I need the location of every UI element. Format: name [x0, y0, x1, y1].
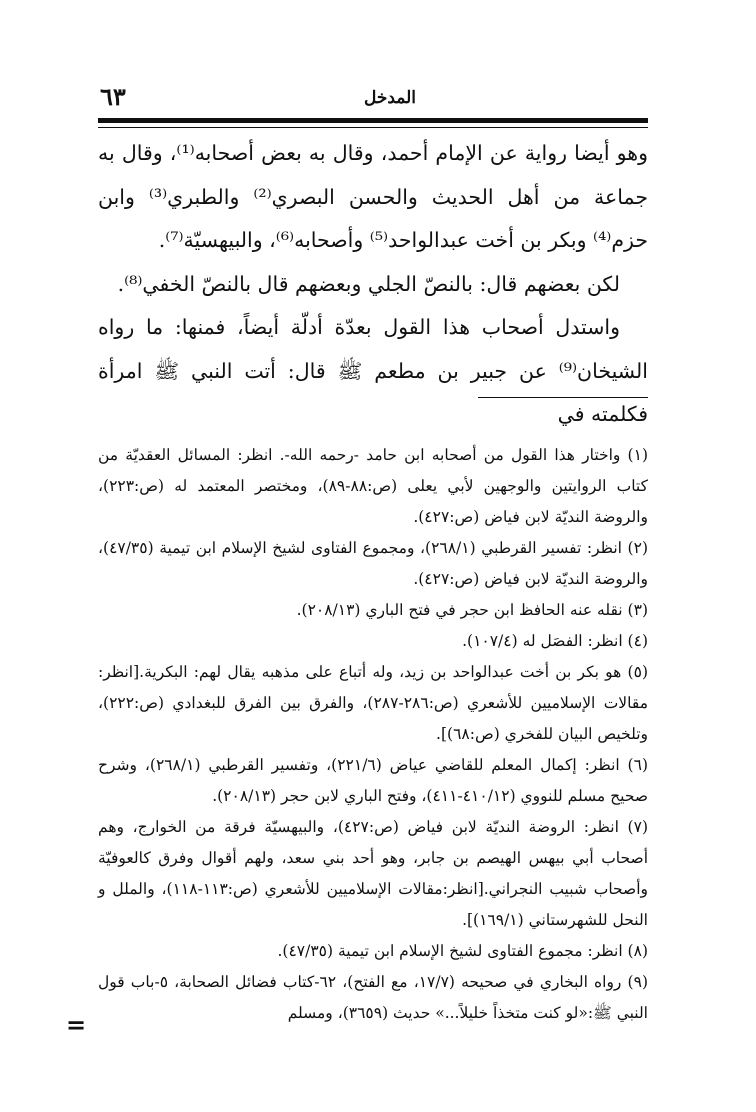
footnote: (٣) نقله عنه الحافظ ابن حجر في فتح الباري (٢٠٨/١٣).: [296, 601, 648, 619]
footnote: (٨) انظر: مجموع الفتاوى لشيخ الإسلام ابن تيمية (٤٧/٣٥).: [277, 942, 648, 960]
footnote: (١) واختار هذا القول من أصحابه ابن حامد -رحمه الله-. انظر: المسائل العقديّة من كتاب الروايتين والوجهين لأبي يعلى (ص:٨٨-٨٩)، ومختصر المعتمد له (ص:٢٢٣)، والروضة النديّة لابن فياض (ص:٤٢٧).: [98, 446, 648, 526]
body-paragraph: واستدل أصحاب هذا القول بعدّة أدلّة أيضاً، فمنها: ما رواه الشيخان⁽⁹⁾ عن جبير بن مطعم ﷺ قال: أتت النبي ﷺ امرأة فكلمته في: [98, 315, 648, 426]
main-text: [98, 132, 648, 437]
page-number: ٦٣: [100, 82, 126, 111]
header-rule-thick: [98, 118, 648, 123]
running-head: المدخل: [363, 88, 416, 108]
header-rule-thin: [98, 127, 648, 128]
footnote-separator: [478, 397, 648, 398]
footnote: (٢) انظر: تفسير القرطبي (٢٦٨/١)، ومجموع الفتاوى لشيخ الإسلام ابن تيمية (٤٧/٣٥)، والروضة النديّة لابن فياض (ص:٤٢٧).: [98, 539, 648, 588]
continuation-mark: =: [66, 1010, 87, 1039]
footnote: (٤) انظر: الفصَل له (١٠٧/٤).: [462, 632, 648, 650]
footnote: (٧) انظر: الروضة النديّة لابن فياض (ص:٤٢٧)، والبيهسيّة فرقة من الخوارج، وهم أصحاب أبي بيهس الهيصم بن جابر، وهو أحد بني سعد، ولهم أقوال وفرق كالعوفيّة وأصحاب شبيب النجراني.[انظر:مقالات الإسلاميين للأشعري (ص:١١٣-١١٨)، والملل و النحل للشهرستاني (١٦٩/١)].: [98, 818, 649, 929]
footnotes: [98, 440, 648, 1029]
page-header: [100, 82, 648, 112]
footnote: (٥) هو بكر بن أخت عبدالواحد بن زيد، وله أتباع على مذهبه يقال لهم: البكرية.[انظر: مقالات الإسلاميين للأشعري (ص:٢٨٦-٢٨٧)، والفرق بين الفرق للبغدادي (ص:٢٢٢)، وتلخيص البيان للفخري (ص:٦٨)].: [98, 663, 648, 743]
footnote: (٦) انظر: إكمال المعلم للقاضي عياض (٢٢١/٦)، وتفسير القرطبي (٢٦٨/١)، وشرح صحيح مسلم للنووي (٤١٠/١٢-٤١١)، وفتح الباري لابن حجر (٢٠٨/١٣).: [98, 756, 648, 805]
footnote: (٩) رواه البخاري في صحيحه (١٧/٧، مع الفتح)، ٦٢-كتاب فضائل الصحابة، ٥-باب قول النبي ﷺ:«لو كنت متخذاً خليلاً...» حديث (٣٦٥٩)، ومسلم: [98, 973, 648, 1022]
body-paragraph: لكن بعضهم قال: بالنصّ الجلي وبعضهم قال بالنصّ الخفي⁽⁸⁾.: [117, 271, 620, 296]
body-paragraph: وهو أيضا رواية عن الإمام أحمد، وقال به بعض أصحابه⁽¹⁾، وقال به جماعة من أهل الحديث والحسن البصري⁽²⁾ والطبري⁽³⁾ وابن حزم⁽⁴⁾ وبكر بن أخت عبدالواحد⁽⁵⁾ وأصحابه⁽⁶⁾، والبيهسيّة⁽⁷⁾.: [98, 141, 648, 252]
